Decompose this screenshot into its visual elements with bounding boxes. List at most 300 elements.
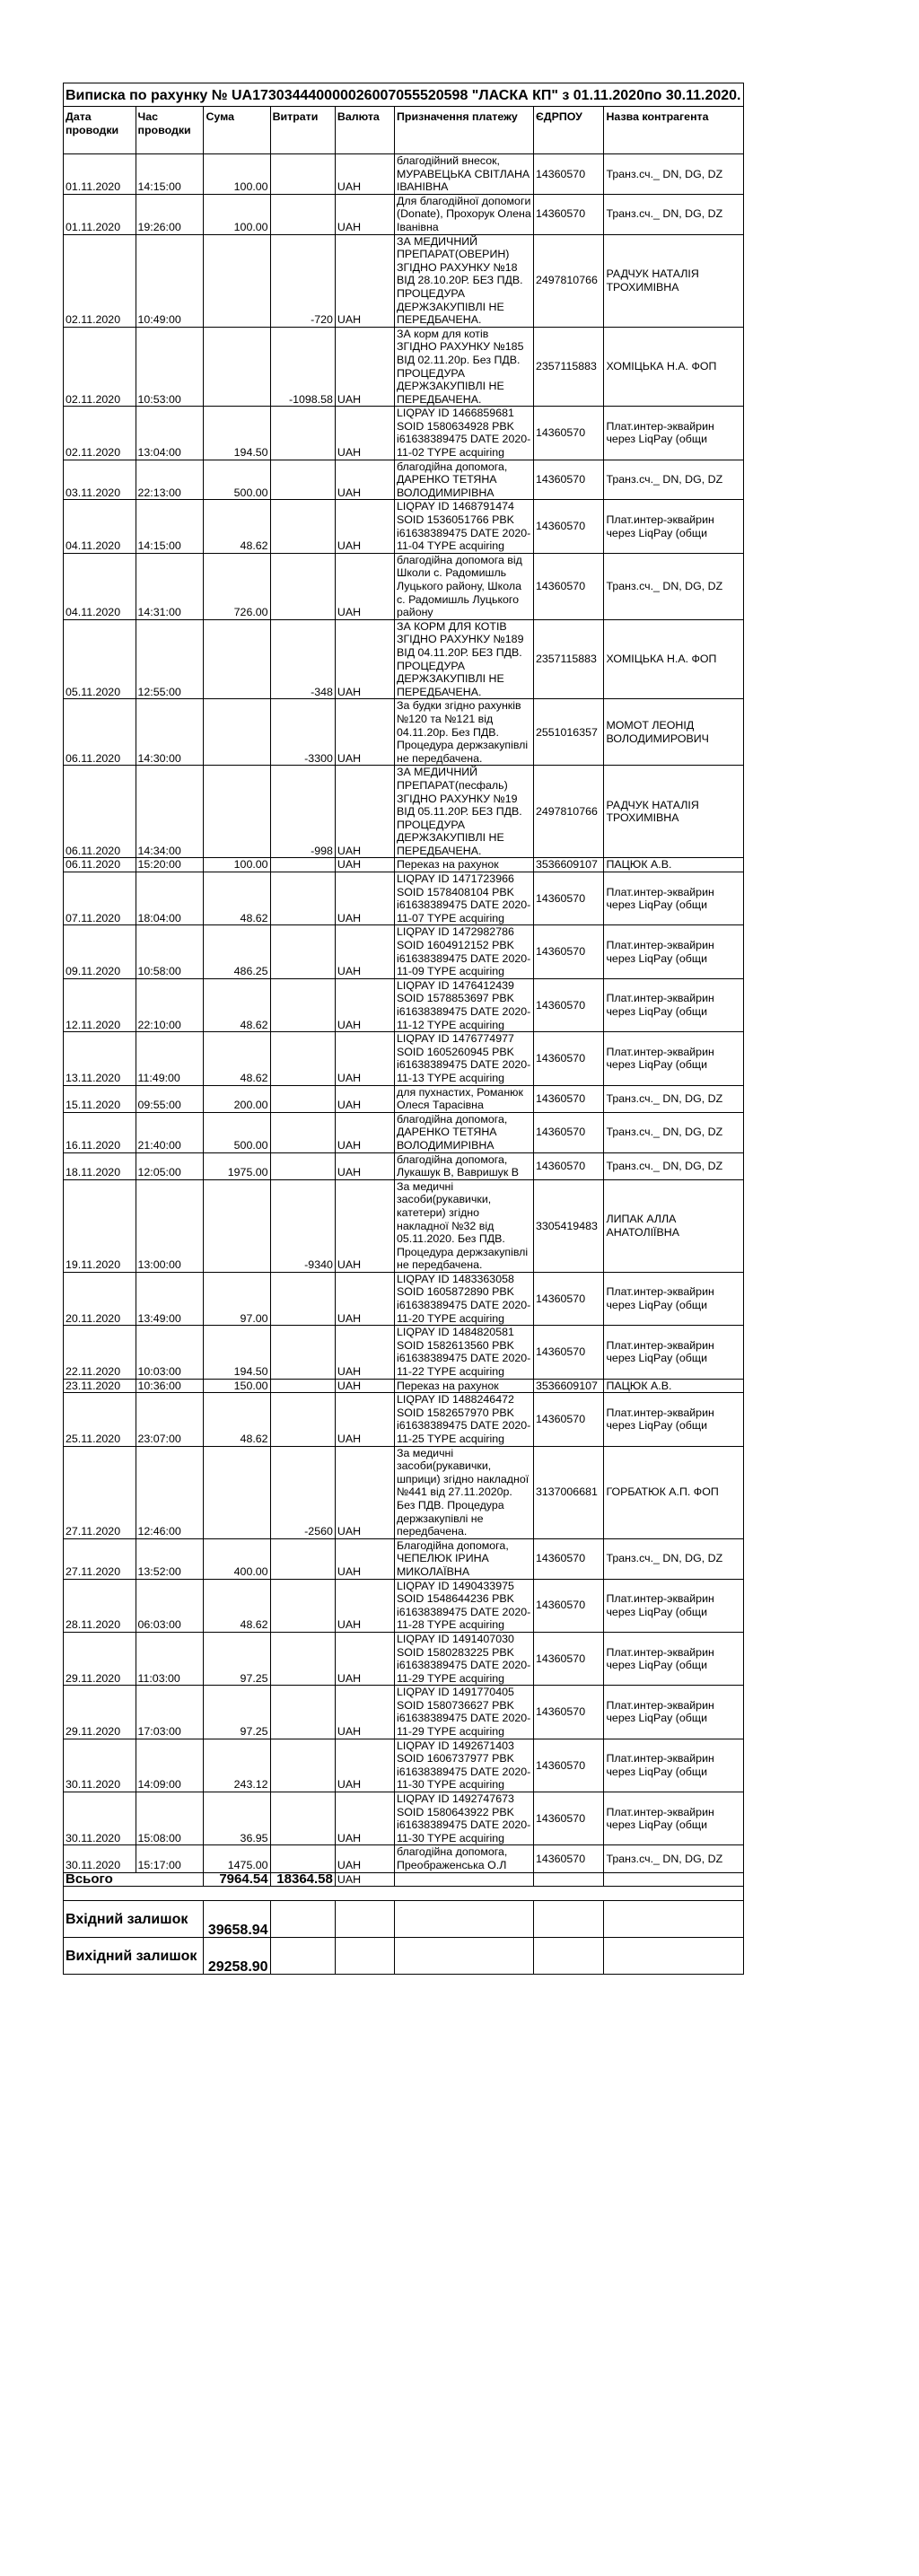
table-row (64, 154, 744, 195)
cell-expenses (270, 1085, 335, 1112)
cell-sum: 100.00 (204, 154, 270, 195)
header-time: Час проводки (136, 107, 204, 154)
header-edrpou: ЄДРПОУ (533, 107, 604, 154)
cell-time: 14:09:00 (136, 1739, 204, 1792)
closing-balance-row (64, 1938, 744, 1975)
cell-counterparty: Плат.интер-эквайрин через LiqPay (общи (604, 1686, 743, 1739)
cell-purpose: Благодійна допомога, ЧЕПЕЛЮК ІРИНА МИКОЛАЇВНА (394, 1538, 533, 1579)
table-row (64, 1579, 744, 1632)
cell-expenses (270, 925, 335, 978)
cell-time: 06:03:00 (136, 1579, 204, 1632)
opening-balance-value: 39658.94 (204, 1901, 270, 1938)
cell-expenses (270, 1792, 335, 1845)
table-row (64, 1739, 744, 1792)
cell-expenses (270, 1326, 335, 1379)
cell-edrpou: 3536609107 (533, 1379, 604, 1393)
statement-table (63, 83, 744, 1975)
cell-sum (204, 1446, 270, 1538)
table-row (64, 699, 744, 766)
cell-purpose: LIQPAY ID 1466859681 SOID 1580634928 PBK i61638389475 DATE 2020-11-02 TYPE acquiring (394, 407, 533, 460)
cell-currency: UAH (335, 1032, 394, 1085)
cell-sum: 726.00 (204, 553, 270, 619)
cell-purpose: Для благодійної допомоги (Donate), Прохорук Олена Іванівна (394, 194, 533, 234)
cell-date: 18.11.2020 (64, 1152, 136, 1179)
cell-sum: 400.00 (204, 1538, 270, 1579)
header-expenses: Витрати (270, 107, 335, 154)
cell-currency: UAH (335, 1326, 394, 1379)
cell-edrpou: 14360570 (533, 925, 604, 978)
cell-currency: UAH (335, 234, 394, 327)
cell-sum: 97.25 (204, 1686, 270, 1739)
cell-counterparty: РАДЧУК НАТАЛІЯ ТРОХИМІВНА (604, 234, 743, 327)
cell-expenses (270, 1393, 335, 1446)
cell-date: 29.11.2020 (64, 1632, 136, 1685)
cell-expenses (270, 1152, 335, 1179)
cell-edrpou: 3305419483 (533, 1179, 604, 1272)
cell-currency: UAH (335, 1179, 394, 1272)
cell-counterparty: Плат.интер-эквайрин через LiqPay (общи (604, 978, 743, 1031)
cell-counterparty: Плат.интер-эквайрин через LiqPay (общи (604, 1032, 743, 1085)
cell-currency: UAH (335, 1393, 394, 1446)
cell-edrpou: 14360570 (533, 1845, 604, 1872)
cell-expenses: -348 (270, 619, 335, 699)
header-sum: Сума (204, 107, 270, 154)
cell-date: 06.11.2020 (64, 766, 136, 858)
cell-sum: 48.62 (204, 978, 270, 1031)
cell-time: 14:15:00 (136, 154, 204, 195)
cell-time: 14:31:00 (136, 553, 204, 619)
total-row (64, 1872, 744, 1887)
cell-currency: UAH (335, 1272, 394, 1325)
cell-date: 06.11.2020 (64, 699, 136, 766)
cell-currency: UAH (335, 1538, 394, 1579)
cell-counterparty: Плат.интер-эквайрин через LiqPay (общи (604, 1393, 743, 1446)
cell-expenses (270, 1579, 335, 1632)
cell-time: 12:46:00 (136, 1446, 204, 1538)
cell-purpose: LIQPAY ID 1471723966 SOID 1578408104 PBK i61638389475 DATE 2020-11-07 TYPE acquiring (394, 872, 533, 925)
cell-expenses (270, 500, 335, 553)
cell-expenses (270, 1538, 335, 1579)
cell-currency: UAH (335, 1446, 394, 1538)
cell-expenses (270, 154, 335, 195)
cell-date: 22.11.2020 (64, 1326, 136, 1379)
cell-currency: UAH (335, 1686, 394, 1739)
cell-counterparty: ЛИПАК АЛЛА АНАТОЛІЇВНА (604, 1179, 743, 1272)
header-counterparty: Назва контрагента (604, 107, 743, 154)
cell-date: 02.11.2020 (64, 234, 136, 327)
cell-expenses (270, 1632, 335, 1685)
cell-sum: 48.62 (204, 872, 270, 925)
cell-time: 10:36:00 (136, 1379, 204, 1393)
cell-time: 13:52:00 (136, 1538, 204, 1579)
cell-counterparty: Плат.интер-эквайрин через LiqPay (общи (604, 1326, 743, 1379)
cell-expenses (270, 872, 335, 925)
cell-edrpou: 14360570 (533, 1538, 604, 1579)
cell-edrpou: 2357115883 (533, 327, 604, 407)
cell-counterparty: Транз.сч._ DN, DG, DZ (604, 460, 743, 500)
cell-time: 23:07:00 (136, 1393, 204, 1446)
cell-purpose: LIQPAY ID 1492671403 SOID 1606737977 PBK i61638389475 DATE 2020-11-30 TYPE acquiring (394, 1739, 533, 1792)
cell-date: 16.11.2020 (64, 1112, 136, 1152)
table-row (64, 553, 744, 619)
cell-currency: UAH (335, 1632, 394, 1685)
table-row (64, 500, 744, 553)
table-row (64, 1179, 744, 1272)
cell-time: 15:17:00 (136, 1845, 204, 1872)
cell-currency: UAH (335, 194, 394, 234)
table-row (64, 1152, 744, 1179)
cell-counterparty: ХОМІЦЬКА Н.А. ФОП (604, 327, 743, 407)
cell-counterparty: Транз.сч._ DN, DG, DZ (604, 1538, 743, 1579)
statement-title: Виписка по рахунку № UA173034440000026007055520598 "ЛАСКА КП" з 01.11.2020по 30.11.2020. (64, 83, 744, 107)
cell-counterparty: Транз.сч._ DN, DG, DZ (604, 1845, 743, 1872)
table-row (64, 1272, 744, 1325)
cell-counterparty: Транз.сч._ DN, DG, DZ (604, 1085, 743, 1112)
cell-purpose: За медичні засоби(рукавички, шприци) згідно накладної №441 від 27.11.2020р. Без ПДВ. Процедура держзакупівлі не передбачена. (394, 1446, 533, 1538)
cell-counterparty: Плат.интер-эквайрин через LiqPay (общи (604, 1792, 743, 1845)
cell-time: 15:20:00 (136, 858, 204, 872)
cell-date: 04.11.2020 (64, 500, 136, 553)
cell-date: 25.11.2020 (64, 1393, 136, 1446)
cell-sum (204, 234, 270, 327)
cell-purpose: ЗА МЕДИЧНИЙ ПРЕПАРАТ(песфаль) ЗГІДНО РАХУНКУ №19 ВІД 05.11.20Р. БЕЗ ПДВ. ПРОЦЕДУРА ДЕРЖЗАКУПІВЛІ НЕ ПЕРЕДБАЧЕНА. (394, 766, 533, 858)
cell-counterparty: Плат.интер-эквайрин через LiqPay (общи (604, 407, 743, 460)
cell-expenses: -720 (270, 234, 335, 327)
cell-edrpou: 14360570 (533, 1739, 604, 1792)
cell-counterparty: РАДЧУК НАТАЛІЯ ТРОХИМІВНА (604, 766, 743, 858)
cell-expenses (270, 1272, 335, 1325)
cell-expenses (270, 978, 335, 1031)
cell-edrpou: 14360570 (533, 1792, 604, 1845)
cell-time: 12:55:00 (136, 619, 204, 699)
cell-expenses (270, 407, 335, 460)
cell-date: 19.11.2020 (64, 1179, 136, 1272)
cell-time: 11:03:00 (136, 1632, 204, 1685)
cell-edrpou: 14360570 (533, 1272, 604, 1325)
cell-counterparty: МОМОТ ЛЕОНІД ВОЛОДИМИРОВИЧ (604, 699, 743, 766)
cell-edrpou: 14360570 (533, 1085, 604, 1112)
cell-edrpou: 2497810766 (533, 766, 604, 858)
cell-date: 01.11.2020 (64, 154, 136, 195)
cell-currency: UAH (335, 553, 394, 619)
cell-purpose: LIQPAY ID 1484820581 SOID 1582613560 PBK i61638389475 DATE 2020-11-22 TYPE acquiring (394, 1326, 533, 1379)
cell-expenses: -2560 (270, 1446, 335, 1538)
cell-date: 13.11.2020 (64, 1032, 136, 1085)
header-date: Дата проводки (64, 107, 136, 154)
header-row (64, 107, 744, 154)
cell-currency: UAH (335, 327, 394, 407)
cell-purpose: для пухнастих, Романюк Олеся Тарасівна (394, 1085, 533, 1112)
cell-purpose: LIQPAY ID 1476774977 SOID 1605260945 PBK i61638389475 DATE 2020-11-13 TYPE acquiring (394, 1032, 533, 1085)
cell-time: 14:34:00 (136, 766, 204, 858)
cell-edrpou: 14360570 (533, 553, 604, 619)
cell-counterparty: Плат.интер-эквайрин через LiqPay (общи (604, 1579, 743, 1632)
cell-date: 28.11.2020 (64, 1579, 136, 1632)
table-row (64, 460, 744, 500)
cell-time: 10:03:00 (136, 1326, 204, 1379)
cell-expenses (270, 858, 335, 872)
cell-counterparty: ПАЦЮК А.В. (604, 1379, 743, 1393)
table-row (64, 1393, 744, 1446)
cell-purpose: ЗА МЕДИЧНИЙ ПРЕПАРАТ(ОВЕРИН) ЗГІДНО РАХУНКУ №18 ВІД 28.10.20Р. БЕЗ ПДВ. ПРОЦЕДУРА ДЕРЖЗАКУПІВЛІ НЕ ПЕРЕДБАЧЕНА. (394, 234, 533, 327)
closing-balance-label: Вихідний залишок (64, 1938, 204, 1975)
cell-currency: UAH (335, 619, 394, 699)
cell-edrpou: 14360570 (533, 154, 604, 195)
cell-counterparty: Транз.сч._ DN, DG, DZ (604, 1152, 743, 1179)
cell-edrpou: 3536609107 (533, 858, 604, 872)
cell-edrpou: 14360570 (533, 1632, 604, 1685)
cell-currency: UAH (335, 500, 394, 553)
total-currency: UAH (335, 1872, 394, 1887)
cell-currency: UAH (335, 858, 394, 872)
table-row (64, 407, 744, 460)
cell-edrpou: 14360570 (533, 500, 604, 553)
cell-expenses (270, 1686, 335, 1739)
cell-counterparty: Плат.интер-эквайрин через LiqPay (общи (604, 925, 743, 978)
cell-currency: UAH (335, 1112, 394, 1152)
table-row (64, 1845, 744, 1872)
cell-time: 21:40:00 (136, 1112, 204, 1152)
cell-purpose: LIQPAY ID 1492747673 SOID 1580643922 PBK i61638389475 DATE 2020-11-30 TYPE acquiring (394, 1792, 533, 1845)
cell-sum: 97.25 (204, 1632, 270, 1685)
cell-time: 22:10:00 (136, 978, 204, 1031)
cell-edrpou: 14360570 (533, 1393, 604, 1446)
cell-edrpou: 14360570 (533, 978, 604, 1031)
cell-date: 27.11.2020 (64, 1446, 136, 1538)
cell-expenses (270, 1032, 335, 1085)
cell-purpose: LIQPAY ID 1468791474 SOID 1536051766 PBK i61638389475 DATE 2020-11-04 TYPE acquiring (394, 500, 533, 553)
cell-purpose: ЗА корм для котів ЗГІДНО РАХУНКУ №185 ВІД 02.11.20р. Без ПДВ. ПРОЦЕДУРА ДЕРЖЗАКУПІВЛІ НЕ ПЕРЕДБАЧЕНА. (394, 327, 533, 407)
table-row (64, 925, 744, 978)
cell-edrpou: 14360570 (533, 460, 604, 500)
cell-sum: 48.62 (204, 1579, 270, 1632)
cell-currency: UAH (335, 872, 394, 925)
cell-currency: UAH (335, 978, 394, 1031)
cell-expenses: -9340 (270, 1179, 335, 1272)
cell-date: 27.11.2020 (64, 1538, 136, 1579)
header-currency: Валюта (335, 107, 394, 154)
cell-expenses (270, 194, 335, 234)
cell-purpose: благодійна допомога від Школи с. Радомишль Луцького району, Школа с. Радомишль Луцького району (394, 553, 533, 619)
cell-date: 30.11.2020 (64, 1845, 136, 1872)
cell-currency: UAH (335, 407, 394, 460)
cell-sum: 1975.00 (204, 1152, 270, 1179)
cell-currency: UAH (335, 699, 394, 766)
cell-date: 09.11.2020 (64, 925, 136, 978)
cell-sum: 200.00 (204, 1085, 270, 1112)
total-expenses: 18364.58 (270, 1872, 335, 1887)
cell-currency: UAH (335, 1579, 394, 1632)
total-sum: 7964.54 (204, 1872, 270, 1887)
cell-date: 06.11.2020 (64, 858, 136, 872)
cell-edrpou: 2551016357 (533, 699, 604, 766)
cell-purpose: благодійна допомога, ДАРЕНКО ТЕТЯНА ВОЛОДИМИРІВНА (394, 1112, 533, 1152)
table-row (64, 858, 744, 872)
cell-sum: 48.62 (204, 1032, 270, 1085)
cell-edrpou: 14360570 (533, 1326, 604, 1379)
cell-purpose: За медичні засоби(рукавички, катетери) згідно накладної №32 від 05.11.2020. Без ПДВ. Процедура держзакупівлі не передбачена. (394, 1179, 533, 1272)
cell-purpose: LIQPAY ID 1491407030 SOID 1580283225 PBK i61638389475 DATE 2020-11-29 TYPE acquiring (394, 1632, 533, 1685)
table-row (64, 1032, 744, 1085)
table-row (64, 1538, 744, 1579)
cell-expenses: -3300 (270, 699, 335, 766)
cell-currency: UAH (335, 1085, 394, 1112)
cell-edrpou: 3137006681 (533, 1446, 604, 1538)
cell-date: 04.11.2020 (64, 553, 136, 619)
cell-time: 10:58:00 (136, 925, 204, 978)
cell-edrpou: 14360570 (533, 1579, 604, 1632)
cell-expenses (270, 1739, 335, 1792)
cell-time: 09:55:00 (136, 1085, 204, 1112)
cell-currency: UAH (335, 1845, 394, 1872)
table-row (64, 194, 744, 234)
cell-date: 30.11.2020 (64, 1739, 136, 1792)
cell-expenses (270, 1845, 335, 1872)
cell-counterparty: Плат.интер-эквайрин через LiqPay (общи (604, 1272, 743, 1325)
cell-sum: 500.00 (204, 1112, 270, 1152)
cell-sum: 100.00 (204, 194, 270, 234)
table-row (64, 1326, 744, 1379)
cell-counterparty: Плат.интер-эквайрин через LiqPay (общи (604, 1632, 743, 1685)
cell-expenses (270, 553, 335, 619)
cell-time: 15:08:00 (136, 1792, 204, 1845)
table-row (64, 1792, 744, 1845)
cell-currency: UAH (335, 766, 394, 858)
cell-time: 10:49:00 (136, 234, 204, 327)
cell-purpose: благодійний внесок, МУРАВЕЦЬКА СВІТЛАНА ІВАНІВНА (394, 154, 533, 195)
cell-time: 13:04:00 (136, 407, 204, 460)
cell-sum: 486.25 (204, 925, 270, 978)
cell-counterparty: Плат.интер-эквайрин через LiqPay (общи (604, 872, 743, 925)
table-row (64, 1446, 744, 1538)
cell-expenses: -998 (270, 766, 335, 858)
cell-purpose: LIQPAY ID 1488246472 SOID 1582657970 PBK i61638389475 DATE 2020-11-25 TYPE acquiring (394, 1393, 533, 1446)
cell-currency: UAH (335, 1152, 394, 1179)
cell-sum (204, 766, 270, 858)
cell-sum: 243.12 (204, 1739, 270, 1792)
cell-counterparty: Плат.интер-эквайрин через LiqPay (общи (604, 500, 743, 553)
table-row (64, 1379, 744, 1393)
cell-time: 12:05:00 (136, 1152, 204, 1179)
cell-edrpou: 14360570 (533, 1112, 604, 1152)
cell-edrpou: 14360570 (533, 1032, 604, 1085)
cell-purpose: LIQPAY ID 1491770405 SOID 1580736627 PBK i61638389475 DATE 2020-11-29 TYPE acquiring (394, 1686, 533, 1739)
table-row (64, 1632, 744, 1685)
cell-date: 20.11.2020 (64, 1272, 136, 1325)
blank-row (64, 1887, 744, 1901)
cell-date: 05.11.2020 (64, 619, 136, 699)
cell-sum (204, 327, 270, 407)
cell-sum: 1475.00 (204, 1845, 270, 1872)
cell-date: 01.11.2020 (64, 194, 136, 234)
cell-purpose: Переказ на рахунок (394, 858, 533, 872)
cell-purpose: Переказ на рахунок (394, 1379, 533, 1393)
cell-counterparty: ПАЦЮК А.В. (604, 858, 743, 872)
cell-sum: 150.00 (204, 1379, 270, 1393)
cell-expenses: -1098.58 (270, 327, 335, 407)
cell-sum (204, 699, 270, 766)
table-row (64, 978, 744, 1031)
cell-date: 03.11.2020 (64, 460, 136, 500)
cell-date: 30.11.2020 (64, 1792, 136, 1845)
cell-sum: 194.50 (204, 407, 270, 460)
table-row (64, 1085, 744, 1112)
cell-edrpou: 2357115883 (533, 619, 604, 699)
cell-purpose: ЗА КОРМ ДЛЯ КОТІВ ЗГІДНО РАХУНКУ №189 ВІД 04.11.20Р. БЕЗ ПДВ. ПРОЦЕДУРА ДЕРЖЗАКУПІВЛІ НЕ ПЕРЕДБАЧЕНА. (394, 619, 533, 699)
header-purpose: Призначення платежу (394, 107, 533, 154)
cell-purpose: LIQPAY ID 1483363058 SOID 1605872890 PBK i61638389475 DATE 2020-11-20 TYPE acquiring (394, 1272, 533, 1325)
cell-time: 14:30:00 (136, 699, 204, 766)
cell-sum: 194.50 (204, 1326, 270, 1379)
cell-time: 18:04:00 (136, 872, 204, 925)
cell-currency: UAH (335, 460, 394, 500)
cell-purpose: LIQPAY ID 1476412439 SOID 1578853697 PBK i61638389475 DATE 2020-11-12 TYPE acquiring (394, 978, 533, 1031)
table-row (64, 872, 744, 925)
cell-edrpou: 14360570 (533, 872, 604, 925)
table-row (64, 327, 744, 407)
cell-counterparty: ХОМІЦЬКА Н.А. ФОП (604, 619, 743, 699)
cell-edrpou: 14360570 (533, 1686, 604, 1739)
closing-balance-value: 29258.90 (204, 1938, 270, 1975)
cell-currency: UAH (335, 154, 394, 195)
cell-date: 02.11.2020 (64, 327, 136, 407)
cell-time: 22:13:00 (136, 460, 204, 500)
table-row (64, 1112, 744, 1152)
cell-counterparty: ГОРБАТЮК А.П. ФОП (604, 1446, 743, 1538)
cell-date: 12.11.2020 (64, 978, 136, 1031)
cell-time: 17:03:00 (136, 1686, 204, 1739)
cell-currency: UAH (335, 1739, 394, 1792)
cell-sum: 500.00 (204, 460, 270, 500)
table-row (64, 1686, 744, 1739)
cell-counterparty: Транз.сч._ DN, DG, DZ (604, 154, 743, 195)
cell-sum: 48.62 (204, 1393, 270, 1446)
cell-time: 19:26:00 (136, 194, 204, 234)
cell-purpose: благодійна допомога, ДАРЕНКО ТЕТЯНА ВОЛОДИМИРІВНА (394, 460, 533, 500)
cell-date: 02.11.2020 (64, 407, 136, 460)
cell-date: 15.11.2020 (64, 1085, 136, 1112)
cell-edrpou: 14360570 (533, 194, 604, 234)
cell-currency: UAH (335, 1379, 394, 1393)
cell-counterparty: Транз.сч._ DN, DG, DZ (604, 553, 743, 619)
cell-edrpou: 2497810766 (533, 234, 604, 327)
table-row (64, 619, 744, 699)
table-row (64, 234, 744, 327)
opening-balance-row (64, 1901, 744, 1938)
cell-purpose: За будки згідно рахунків №120 та №121 від 04.11.20р. Без ПДВ. Процедура держзакупівлі не передбачена. (394, 699, 533, 766)
cell-sum (204, 1179, 270, 1272)
cell-purpose: благодійна допомога, Преображенська О.Л (394, 1845, 533, 1872)
cell-sum: 100.00 (204, 858, 270, 872)
cell-expenses (270, 1112, 335, 1152)
cell-edrpou: 14360570 (533, 407, 604, 460)
cell-counterparty: Транз.сч._ DN, DG, DZ (604, 1112, 743, 1152)
cell-date: 07.11.2020 (64, 872, 136, 925)
cell-date: 23.11.2020 (64, 1379, 136, 1393)
cell-currency: UAH (335, 925, 394, 978)
opening-balance-label: Вхідний залишок (64, 1901, 204, 1938)
table-row (64, 766, 744, 858)
cell-expenses (270, 460, 335, 500)
cell-purpose: благодійна допомога, Лукашук В, Вавришук В (394, 1152, 533, 1179)
cell-edrpou: 14360570 (533, 1152, 604, 1179)
cell-time: 10:53:00 (136, 327, 204, 407)
total-label: Всього (64, 1872, 204, 1887)
cell-sum: 97.00 (204, 1272, 270, 1325)
cell-time: 11:49:00 (136, 1032, 204, 1085)
cell-counterparty: Плат.интер-эквайрин через LiqPay (общи (604, 1739, 743, 1792)
cell-currency: UAH (335, 1792, 394, 1845)
